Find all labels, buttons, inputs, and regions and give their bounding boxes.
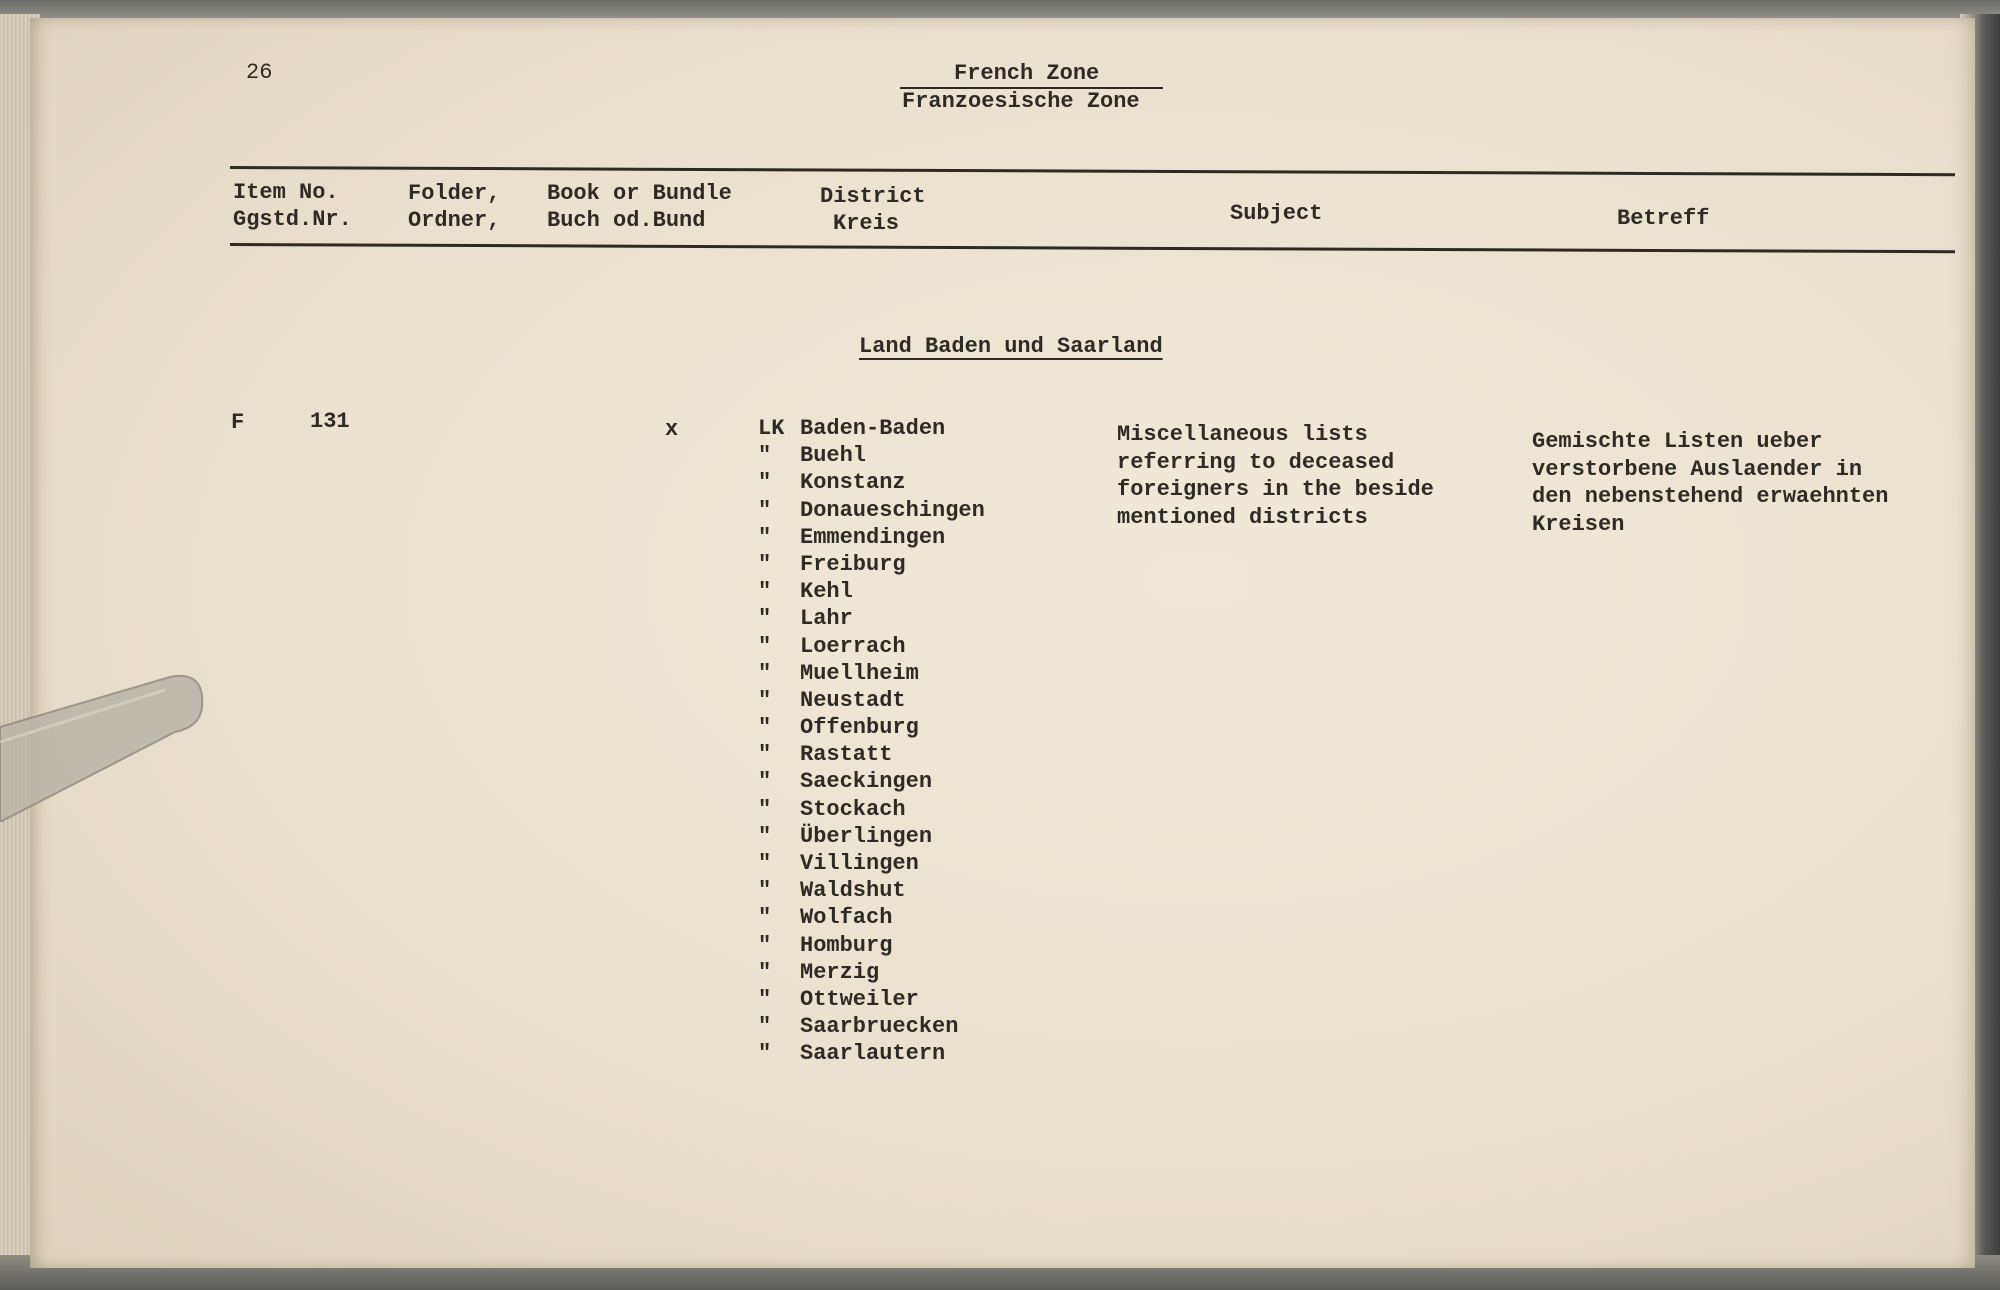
district-mark: " — [758, 959, 772, 985]
district-row — [758, 443, 985, 470]
col-book-en: Book or Bundle — [547, 181, 732, 206]
district-name: Buehl — [800, 443, 867, 469]
bookmark-tab — [0, 672, 205, 822]
district-name: Kehl — [800, 579, 853, 605]
district-name: Wolfach — [800, 905, 893, 931]
col-district-en: District — [820, 184, 926, 209]
district-row — [758, 606, 985, 633]
district-mark: " — [758, 551, 772, 577]
district-mark: " — [758, 742, 772, 768]
district-row — [758, 661, 985, 688]
district-mark: " — [758, 769, 772, 795]
district-mark: " — [758, 524, 772, 550]
district-name: Konstanz — [800, 470, 906, 496]
district-mark: " — [758, 606, 772, 632]
zone-title-en: French Zone — [954, 61, 1100, 86]
item-prefix: F — [231, 410, 245, 435]
district-name: Saeckingen — [800, 769, 933, 795]
district-mark: " — [758, 497, 772, 523]
district-mark: " — [758, 851, 772, 876]
district-row — [758, 905, 985, 932]
header-rule-bottom — [230, 243, 1955, 253]
district-list — [758, 416, 985, 1069]
district-name: Freiburg — [800, 551, 906, 577]
district-name: Überlingen — [800, 823, 933, 849]
district-row — [758, 715, 985, 742]
district-row — [758, 416, 985, 443]
district-row — [758, 1041, 985, 1068]
district-row — [758, 579, 985, 606]
district-name: Saarlautern — [800, 1041, 946, 1067]
district-name: Saarbruecken — [800, 1014, 959, 1040]
district-name: Offenburg — [800, 715, 919, 741]
district-row — [758, 987, 985, 1014]
district-name: Waldshut — [800, 878, 906, 904]
col-betreff: Betreff — [1617, 206, 1710, 231]
subject-text: Miscellaneous lists referring to deceased foreigners in the beside mentioned districts — [1117, 422, 1434, 530]
district-row — [758, 960, 985, 987]
district-mark: " — [758, 715, 772, 741]
district-name: Merzig — [800, 959, 880, 985]
district-row — [758, 769, 985, 796]
district-row — [758, 525, 985, 552]
district-mark: " — [758, 1014, 772, 1040]
district-mark: " — [758, 823, 772, 849]
col-item-en: Item No. — [233, 180, 339, 205]
item-number: 131 — [310, 409, 350, 434]
district-row — [758, 742, 985, 769]
district-row — [758, 552, 985, 579]
col-book-de: Buch od.Bund — [547, 208, 706, 233]
district-name: Homburg — [800, 932, 893, 958]
col-subject: Subject — [1230, 201, 1323, 226]
district-mark: " — [758, 878, 772, 904]
district-row — [758, 634, 985, 661]
district-name: Lahr — [800, 606, 853, 632]
district-name: Baden-Baden — [800, 416, 946, 441]
document-page — [30, 18, 1975, 1268]
col-folder-en: Folder, — [408, 181, 501, 206]
district-mark: " — [758, 986, 772, 1012]
page-number: 26 — [246, 60, 273, 85]
district-row — [758, 933, 985, 960]
col-district-de: Kreis — [833, 211, 900, 236]
district-name: Rastatt — [800, 742, 893, 768]
district-name: Donaueschingen — [800, 497, 985, 523]
betreff-text: Gemischte Listen ueber verstorbene Auslaender in den nebenstehend erwaehnten Kreisen — [1532, 429, 1889, 537]
district-row — [758, 878, 985, 905]
col-folder-de: Ordner, — [408, 208, 501, 233]
district-name: Neustadt — [800, 687, 906, 713]
district-row — [758, 470, 985, 497]
district-name: Emmendingen — [800, 524, 946, 550]
district-name: Villingen — [800, 851, 919, 876]
district-mark: " — [758, 932, 772, 958]
district-name: Stockach — [800, 796, 906, 822]
district-name: Loerrach — [800, 633, 906, 659]
district-row — [758, 688, 985, 715]
district-mark: " — [758, 687, 772, 713]
district-mark: " — [758, 660, 772, 686]
district-row — [758, 1014, 985, 1041]
district-name: Muellheim — [800, 660, 919, 686]
district-mark: " — [758, 1041, 772, 1067]
book-mark: x — [665, 417, 679, 442]
district-name: Ottweiler — [800, 986, 919, 1012]
district-mark: " — [758, 443, 772, 469]
district-mark: LK — [758, 416, 785, 441]
district-mark: " — [758, 579, 772, 605]
district-row — [758, 797, 985, 824]
district-mark: " — [758, 796, 772, 822]
zone-title-de: Franzoesische Zone — [902, 89, 1140, 114]
district-mark: " — [758, 470, 772, 496]
col-item-de: Ggstd.Nr. — [233, 207, 352, 232]
section-title: Land Baden und Saarland — [859, 334, 1163, 359]
district-mark: " — [758, 633, 772, 659]
district-row — [758, 498, 985, 525]
district-mark: " — [758, 905, 772, 931]
district-row — [758, 824, 985, 851]
header-rule-top — [230, 166, 1955, 176]
district-row — [758, 851, 985, 878]
